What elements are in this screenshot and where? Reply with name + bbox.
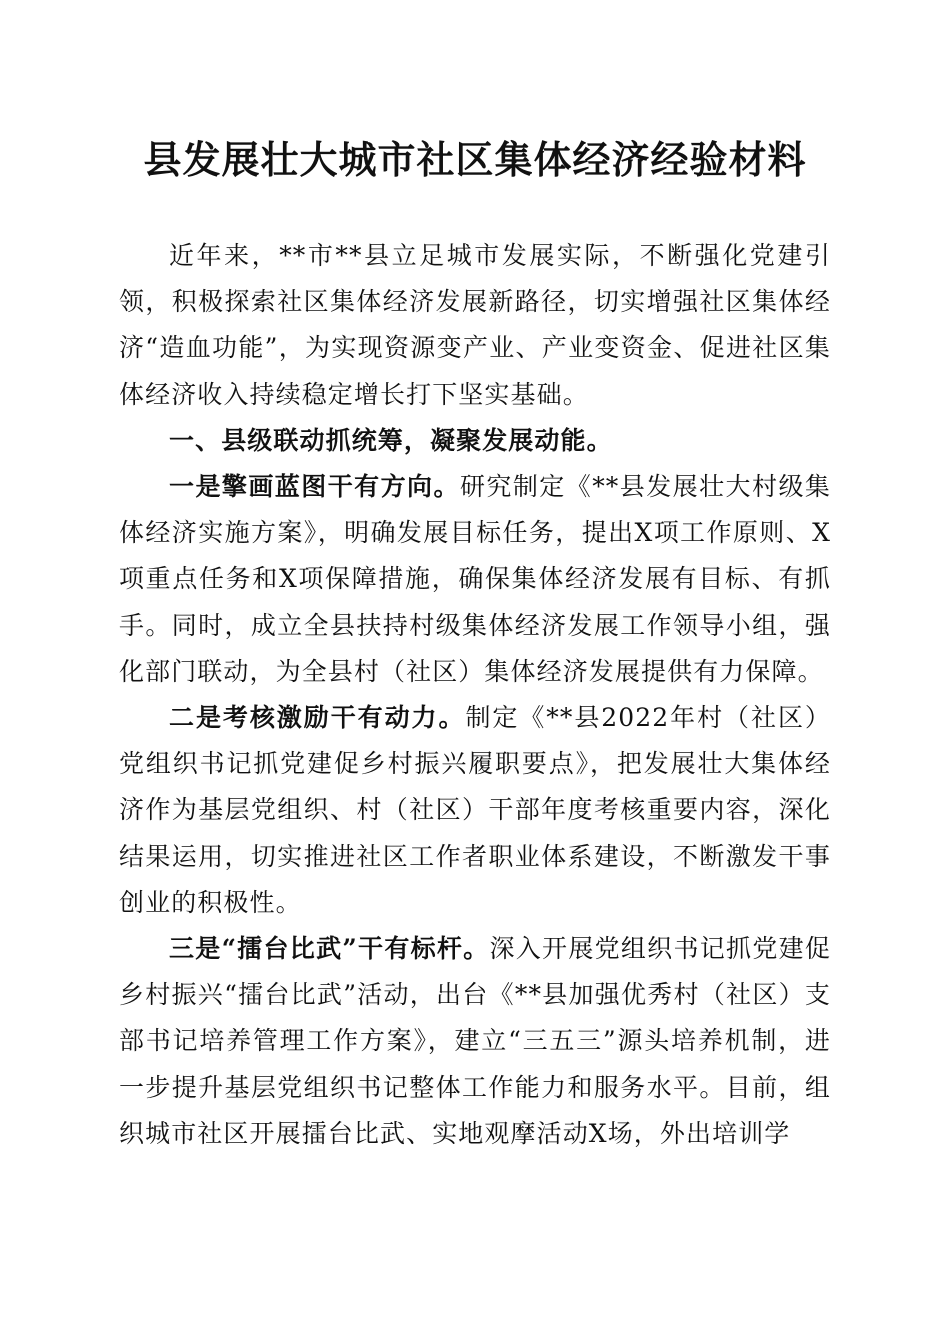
document-body	[119, 230, 831, 1157]
intro-paragraph	[119, 233, 831, 418]
heading-text: 一、县级联动抓统筹，凝聚发展动能。	[169, 425, 613, 455]
paragraph-point-1	[119, 464, 831, 695]
paragraph-text: 制定《**县2022年村（社区）党组织书记抓党建促乡村振兴履职要点》，把发展壮大集体经济作为基层党组织、村（社区）干部年度考核重要内容，深化结果运用，切实推进社区工作者职业体系建设，不断激发干事创业的积极性。	[119, 703, 831, 917]
paragraph-text: 研究制定《**县发展壮大村级集体经济实施方案》，明确发展目标任务，提出X项工作原则、X项重点任务和X项保障措施，确保集体经济发展有目标、有抓手。同时，成立全县扶持村级集体经济发展工作领导小组，强化部门联动，为全县村（社区）集体经济发展提供有力保障。	[119, 472, 831, 686]
paragraph-point-2	[119, 695, 831, 926]
paragraph-lead: 三是“擂台比武”干有标杆。	[169, 934, 490, 964]
paragraph-lead: 一是擎画蓝图干有方向。	[169, 472, 460, 502]
section-heading-1	[119, 418, 831, 464]
paragraph-point-3	[119, 926, 831, 1157]
document-title: 县发展壮大城市社区集体经济经验材料	[143, 137, 807, 182]
paragraph-text: 深入开展党组织书记抓党建促乡村振兴“擂台比武”活动，出台《**县加强优秀村（社区）支部书记培养管理工作方案》，建立“三五三”源头培养机制，进一步提升基层党组织书记整体工作能力和服务水平。目前，组织城市社区开展擂台比武、实地观摩活动X场，外出培训学	[119, 934, 831, 1148]
paragraph-text: 近年来，**市**县立足城市发展实际，不断强化党建引领，积极探索社区集体经济发展新路径，切实增强社区集体经济“造血功能”，为实现资源变产业、产业变资金、促进社区集体经济收入持续稳定增长打下坚实基础。	[119, 241, 831, 409]
paragraph-lead: 二是考核激励干有动力。	[169, 703, 466, 733]
